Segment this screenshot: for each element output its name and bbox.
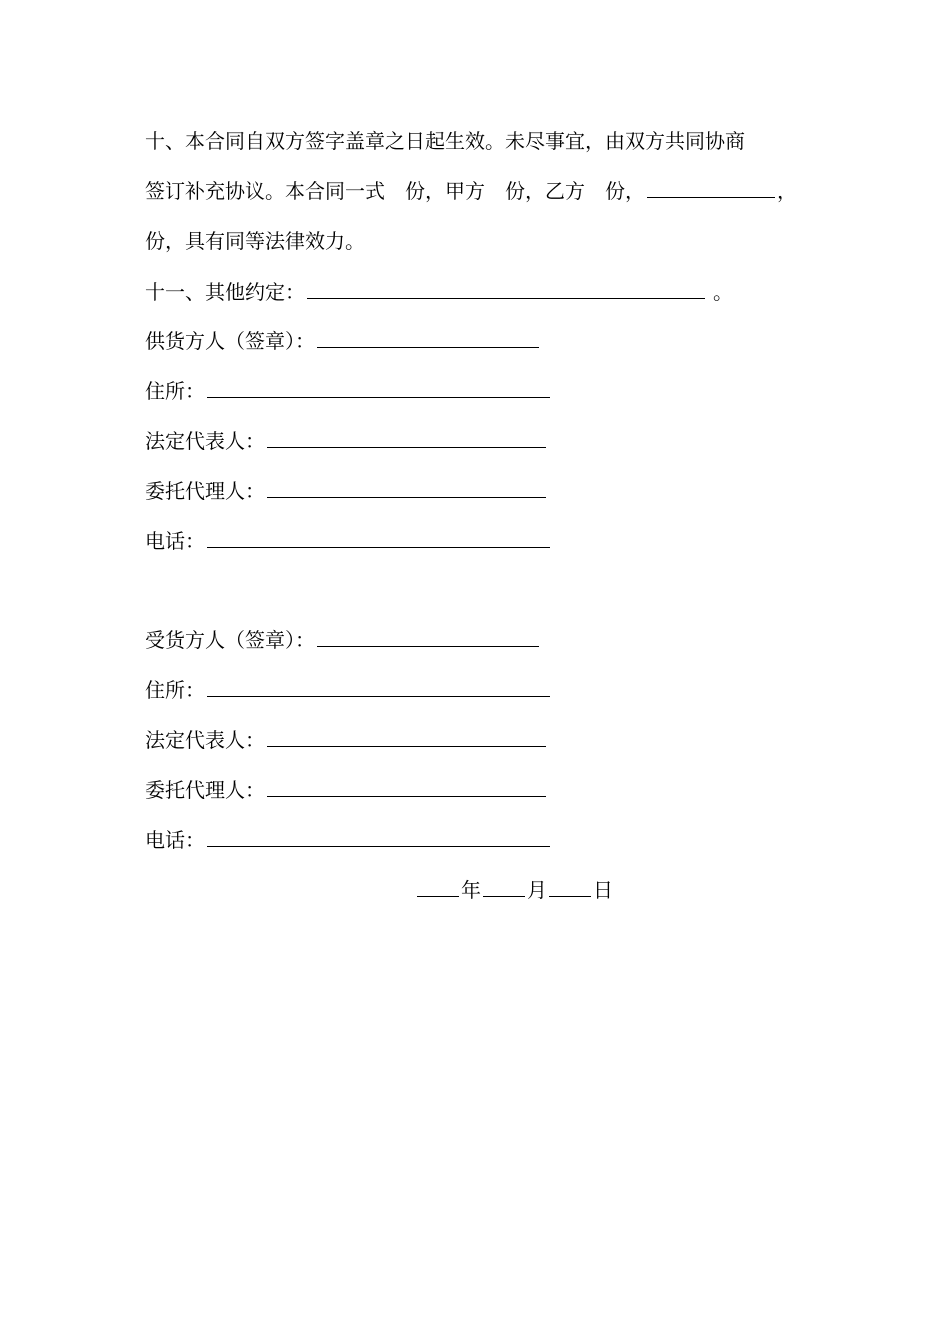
buyer-legal-rep-blank[interactable] (267, 726, 546, 747)
supplier-phone-blank[interactable] (207, 527, 550, 548)
buyer-sign-line (145, 626, 541, 654)
supplier-agent-blank[interactable] (267, 477, 546, 498)
supplier-sign-line (145, 327, 541, 355)
supplier-legal-rep-blank[interactable] (267, 427, 546, 448)
clause-10-text-2e: ， (777, 179, 797, 203)
supplier-legal-rep-line (145, 427, 548, 455)
clause-11-end: 。 (713, 280, 733, 304)
supplier-phone-line (145, 527, 552, 555)
clause-11-label: 十一、其他约定： (145, 280, 305, 304)
buyer-phone-line (145, 826, 552, 854)
clause-10-line-1 (145, 127, 745, 155)
clause-10-copies-blank[interactable] (647, 177, 775, 198)
day-label: 日 (593, 878, 613, 902)
day-blank[interactable] (549, 876, 591, 897)
buyer-sign-blank[interactable] (317, 626, 539, 647)
clause-10-line-3 (145, 227, 365, 255)
clause-10-text-1: 十、本合同自双方签字盖章之日起生效。未尽事宜，由双方共同协商 (145, 129, 745, 153)
supplier-address-label: 住所： (145, 379, 205, 403)
supplier-agent-label: 委托代理人： (145, 479, 265, 503)
buyer-legal-rep-label: 法定代表人： (145, 728, 265, 752)
buyer-sign-label: 受货方人（签章）： (145, 628, 315, 652)
month-label: 月 (527, 878, 547, 902)
clause-10-text-3: 份，具有同等法律效力。 (145, 229, 365, 253)
clause-10-line-2 (145, 177, 797, 205)
year-label: 年 (461, 878, 481, 902)
buyer-phone-blank[interactable] (207, 826, 550, 847)
clause-10-text-2b: 份，甲方 (405, 179, 485, 203)
supplier-sign-blank[interactable] (317, 327, 539, 348)
clause-10-text-2d: 份， (605, 179, 645, 203)
clause-10-text-2c: 份，乙方 (505, 179, 585, 203)
buyer-address-blank[interactable] (207, 676, 550, 697)
buyer-address-line (145, 676, 552, 704)
supplier-phone-label: 电话： (145, 529, 205, 553)
buyer-phone-label: 电话： (145, 828, 205, 852)
buyer-legal-rep-line (145, 726, 548, 754)
supplier-sign-label: 供货方人（签章）： (145, 329, 315, 353)
date-line (417, 876, 613, 904)
supplier-legal-rep-label: 法定代表人： (145, 429, 265, 453)
month-blank[interactable] (483, 876, 525, 897)
buyer-agent-blank[interactable] (267, 776, 546, 797)
year-blank[interactable] (417, 876, 459, 897)
buyer-agent-label: 委托代理人： (145, 778, 265, 802)
supplier-address-line (145, 377, 552, 405)
supplier-address-blank[interactable] (207, 377, 550, 398)
other-terms-blank[interactable] (307, 278, 705, 299)
buyer-address-label: 住所： (145, 678, 205, 702)
clause-10-text-2a: 签订补充协议。本合同一式 (145, 179, 385, 203)
supplier-agent-line (145, 477, 548, 505)
buyer-agent-line (145, 776, 548, 804)
clause-11-line (145, 278, 733, 306)
